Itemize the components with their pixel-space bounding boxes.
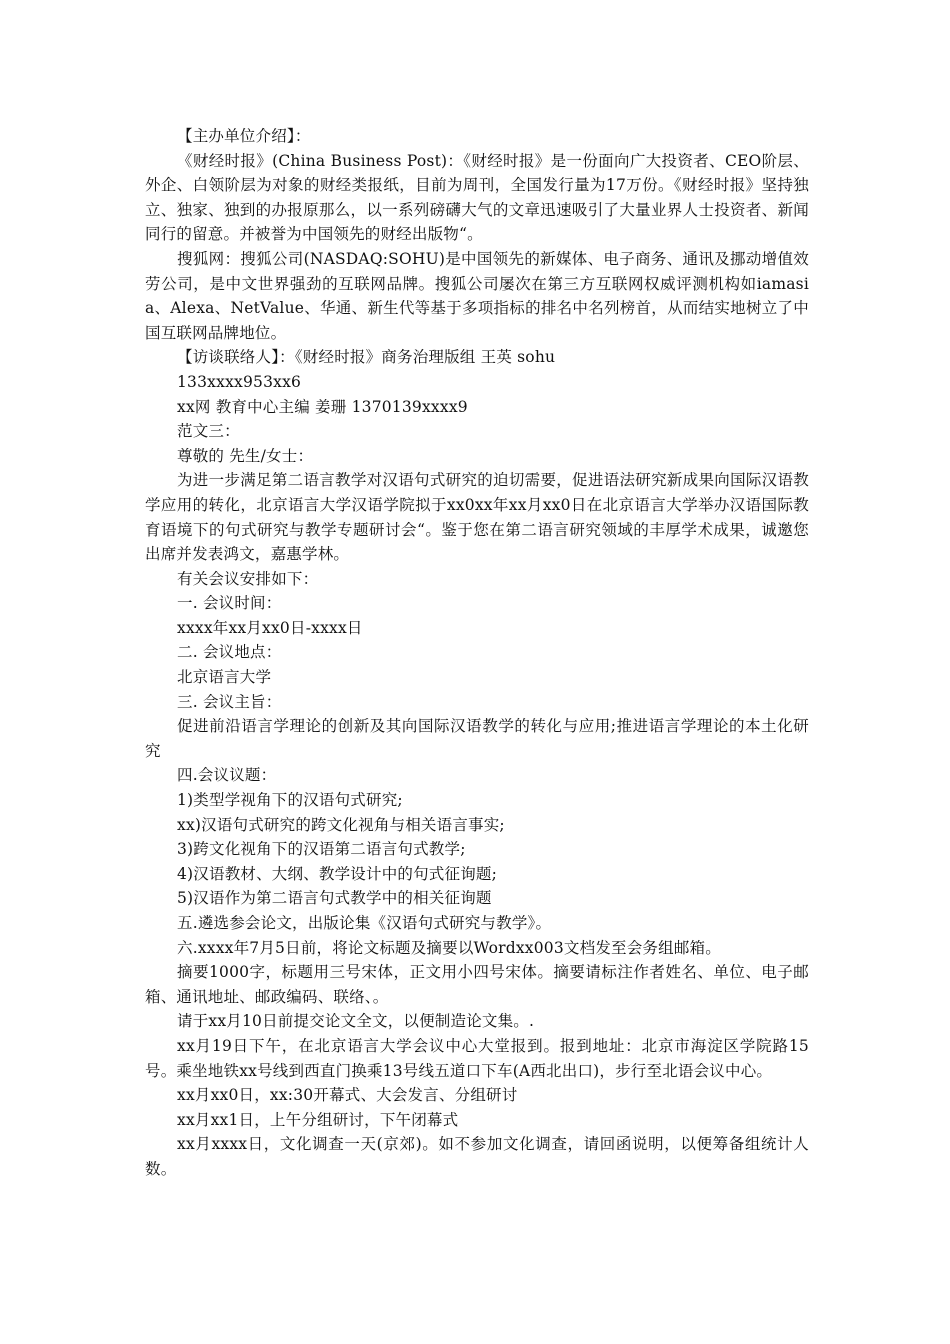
section-heading-organizers: 【主办单位介绍】： (177, 127, 311, 145)
full-paper-deadline: 请于xx月10日前提交论文全文，以便制造论文集。. (177, 1012, 535, 1031)
topic-item: 4)汉语教材、大纲、教学设计中的句式征询题; (177, 864, 498, 883)
schedule-day-2: xx月xx1日，上午分组研讨，下午闭幕式 (177, 1110, 459, 1129)
paragraph-sohu: 搜狐网：搜狐公司(NASDAQ:SOHU)是中国领先的新媒体、电子商务、通讯及挪动增值效劳公司，是中文世界强劲的互联网品牌。搜狐公司屡次在第三方互联网权威评测机构如iamasia、Alexa、NetValue、华通、新生代等基于多项指标的排名中名列榜首，从而结实地树立了中国互联网品牌地位。 (145, 249, 809, 342)
salutation: 尊敬的 先生/女士： (177, 446, 314, 465)
paragraph-caijing-times: 《财经时报》(China Business Post)：《财经时报》是一份面向广大投资者、CEO阶层、外企、白领阶层为对象的财经类报纸，目前为周刊，全国发行量为17万份。《财经时报》坚持独立、独家、独到的办报原那么，以一系列磅礴大气的文章迅速吸引了大量业界人士投资者、新闻同行的留意。并被誉为中国领先的财经出版物“。 (145, 151, 809, 244)
abstract-format: 摘要1000字，标题用三号宋体，正文用小四号宋体。摘要请标注作者姓名、单位、电子邮箱、通讯地址、邮政编码、联络、。 (145, 963, 809, 1006)
paragraph-invitation: 为进一步满足第二语言教学对汉语句式研究的迫切需要，促进语法研究新成果向国际汉语教学应用的转化，北京语言大学汉语学院拟于xx0xx年xx月xx0日在北京语言大学举办汉语国际教育语境下的句式研究与教学专题研讨会“。鉴于您在第二语言研究领域的丰厚学术成果，诚邀您出席并发表鸿文，嘉惠学林。 (145, 471, 809, 564)
registration-info: xx月19日下午，在北京语言大学会议中心大堂报到。报到地址：北京市海淀区学院路15号。乘坐地铁xx号线到西直门换乘13号线五道口下车(A西北出口)，步行至北语会议中心。 (145, 1036, 809, 1080)
topic-item: 5)汉语作为第二语言句式教学中的相关征询题 (177, 889, 492, 908)
heading-meeting-topics: 四.会议议题： (177, 766, 277, 785)
schedule-day-1: xx月xx0日，xx:30开幕式、大会发言、分组研讨 (177, 1086, 518, 1105)
meeting-location: 北京语言大学 (177, 668, 272, 687)
submission-deadline: 六.xxxx年7月5日前，将论文标题及摘要以Wordxx003文档发至会务组邮箱。 (177, 938, 721, 957)
topic-item: xx)汉语句式研究的跨文化视角与相关语言事实; (177, 815, 505, 834)
heading-meeting-location: 二. 会议地点： (177, 643, 282, 662)
meeting-time: xxxx年xx月xx0日-xxxx日 (177, 618, 363, 637)
heading-meeting-theme: 三. 会议主旨： (177, 692, 282, 711)
schedule-day-3: xx月xxxx日，文化调查一天(京郊)。如不参加文化调查，请回函说明，以便筹备组统计人数。 (145, 1135, 809, 1178)
sample-heading: 范文三： (177, 422, 240, 441)
heading-meeting-time: 一. 会议时间： (177, 594, 282, 613)
topic-item: 1)类型学视角下的汉语句式研究; (177, 791, 403, 810)
paper-selection: 五.遴选参会论文，出版论集《汉语句式研究与教学》。 (177, 914, 552, 932)
section-heading-contact: 【访谈联络人】：《财经时报》商务治理版组 王英 sohu (177, 348, 556, 367)
topic-item: 3)跨文化视角下的汉语第二语言句式教学; (177, 840, 466, 859)
meeting-theme: 促进前沿语言学理论的创新及其向国际汉语教学的转化与应用;推进语言学理论的本土化研究 (145, 717, 809, 760)
contact-phone: 133xxxx953xx6 (177, 372, 302, 391)
document-body (145, 124, 809, 1182)
arrangement-intro: 有关会议安排如下： (177, 569, 319, 588)
contact-editor: xx网 教育中心主编 姜珊 1370139xxxx9 (177, 397, 468, 416)
